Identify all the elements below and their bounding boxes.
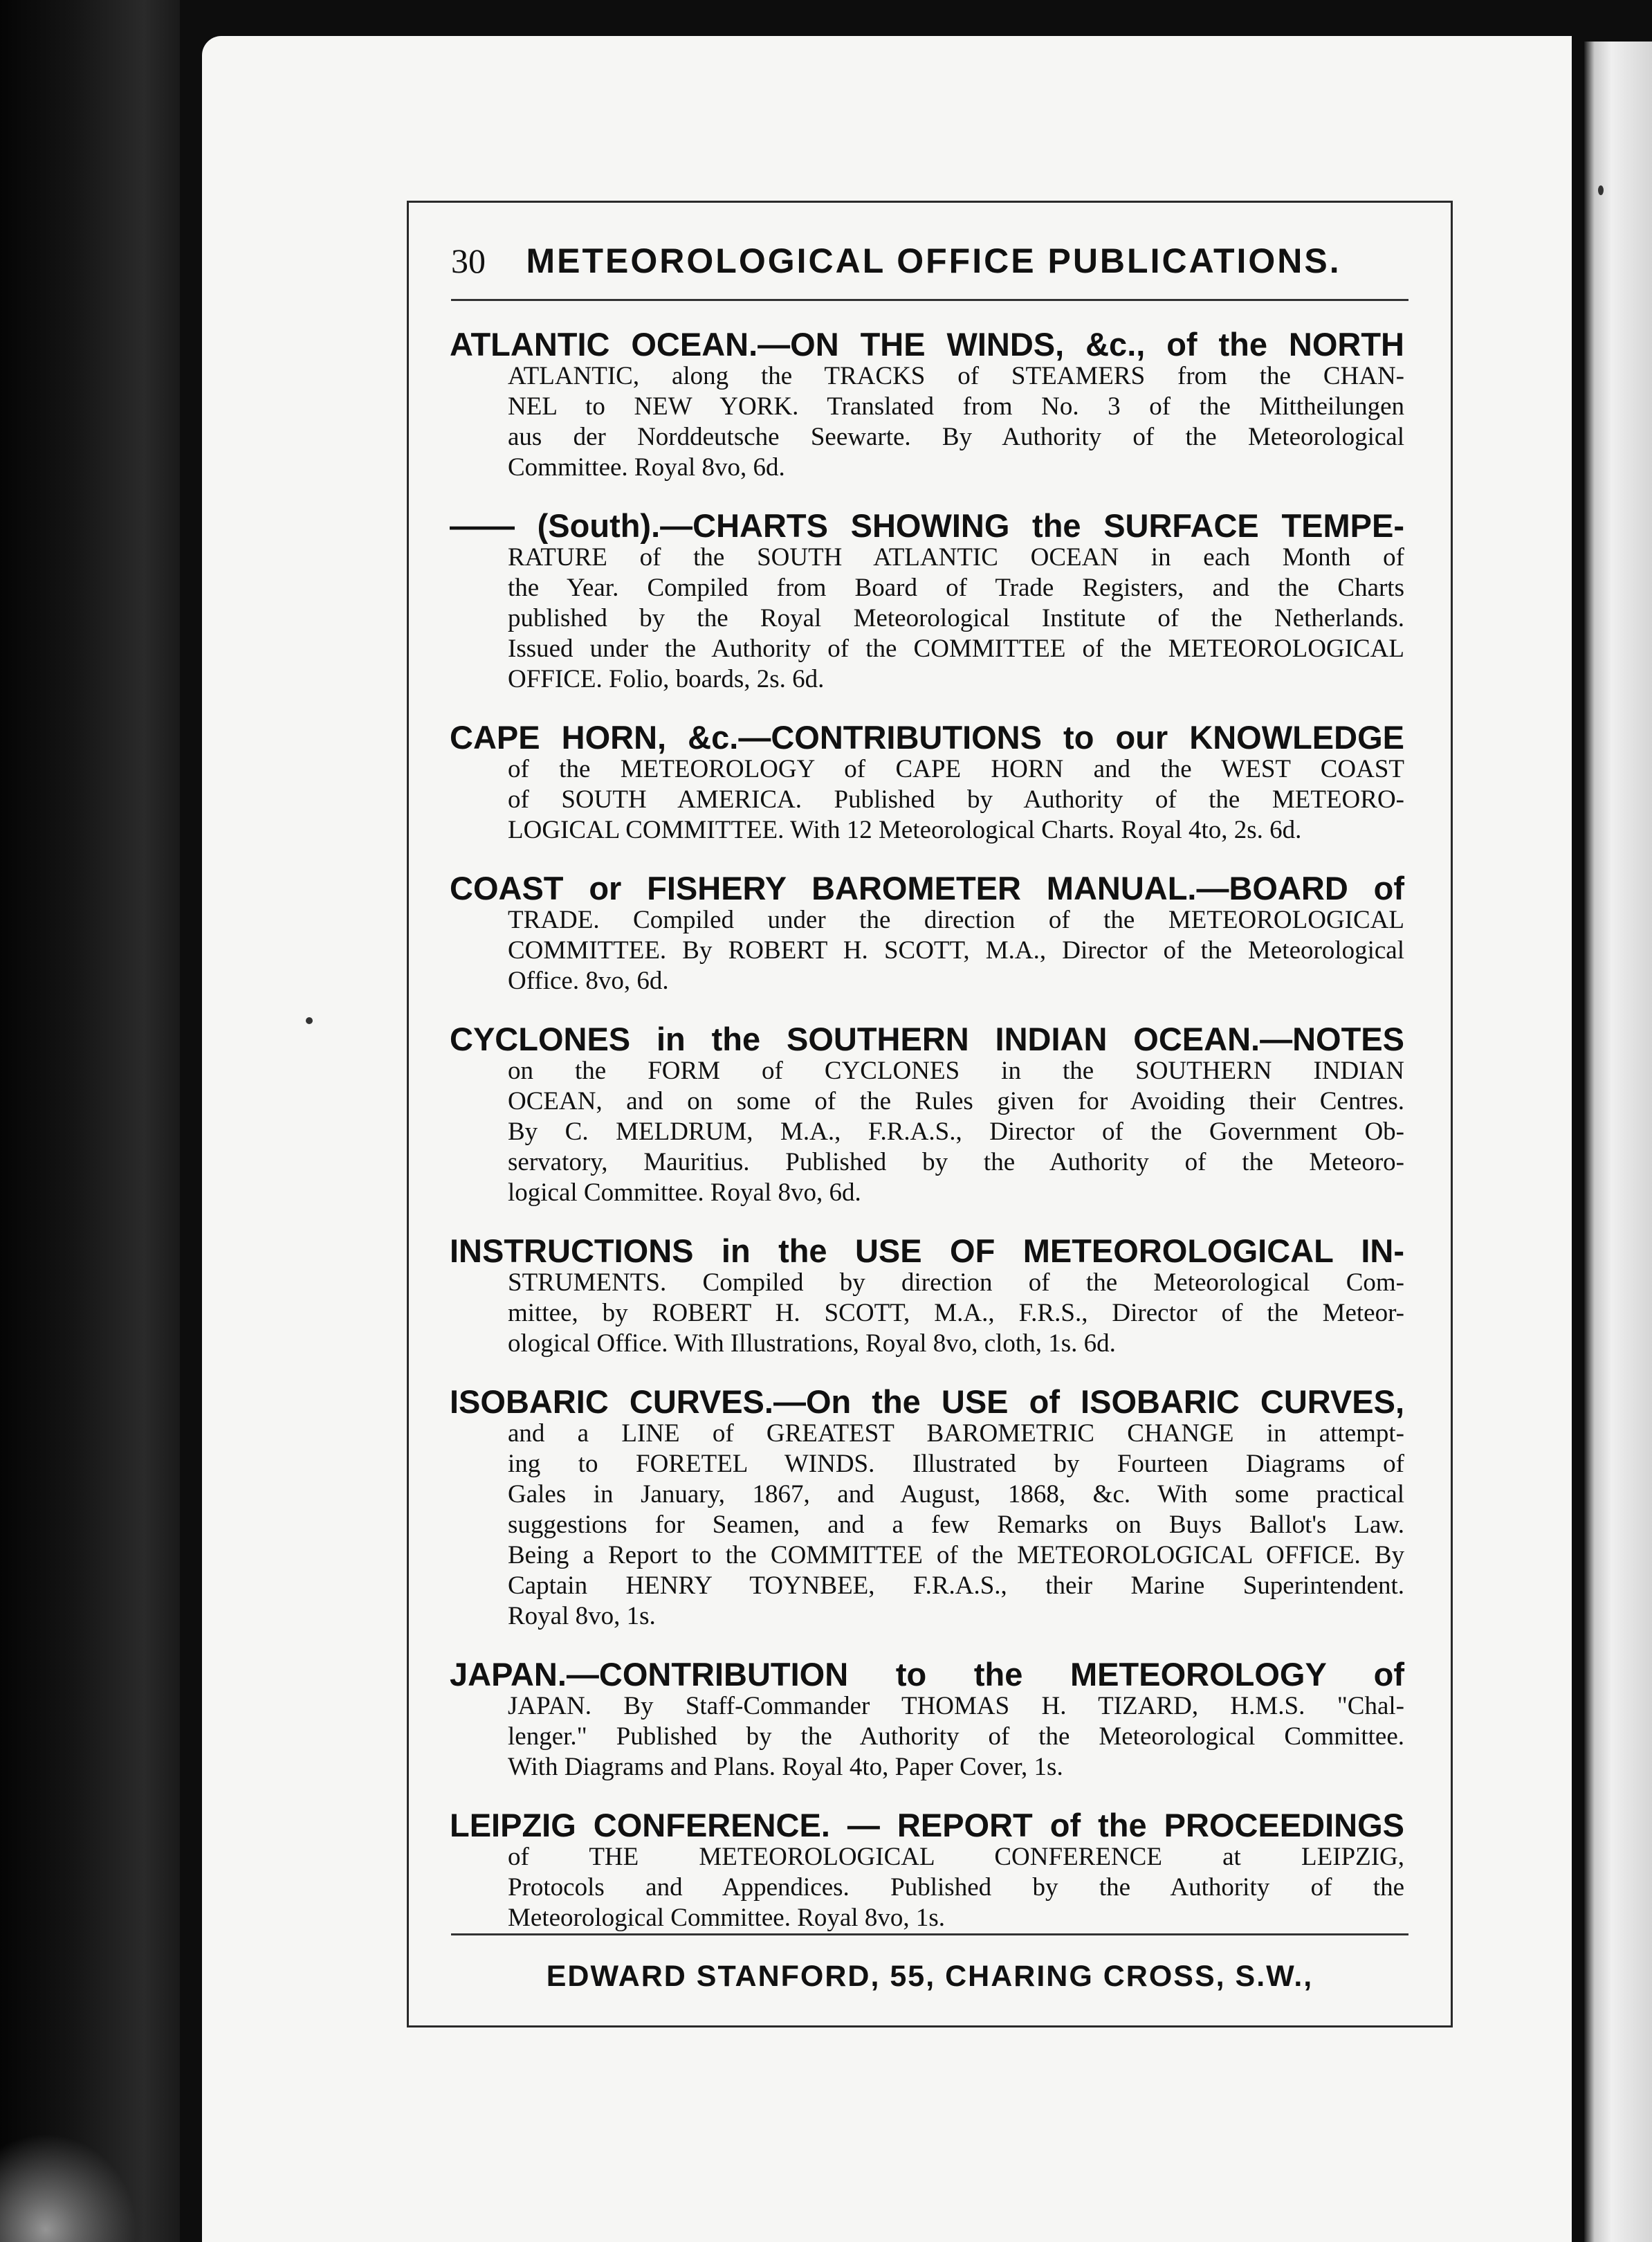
publication-entry xyxy=(450,872,1404,996)
entry-title-text: COAST or FISHERY BAROMETER MANUAL.—BOARD of xyxy=(450,870,1404,906)
entry-title-text: ATLANTIC OCEAN.—ON THE WINDS, &c., of the NORTH xyxy=(450,326,1404,363)
entry-description-line: Issued under the Authority of the COMMITTEE of the METEOROLOGICAL xyxy=(508,635,1404,663)
entry-description-line: OCEAN, and on some of the Rules given for Avoiding their Centres. xyxy=(508,1087,1404,1115)
running-header xyxy=(451,241,1440,282)
print-speck xyxy=(1598,185,1604,195)
entry-title xyxy=(450,1809,1404,1842)
entry-description-line: Royal 8vo, 1s. xyxy=(508,1602,656,1630)
entry-description-line: and a LINE of GREATEST BAROMETRIC CHANGE in attempt- xyxy=(508,1419,1404,1448)
entry-description-line: TRADE. Compiled under the direction of the METEOROLOGICAL xyxy=(508,906,1404,934)
entry-description-line: published by the Royal Meteorological Institute of the Netherlands. xyxy=(508,604,1404,632)
publication-entry xyxy=(450,328,1404,483)
entry-title-text: LEIPZIG CONFERENCE. — REPORT of the PROCEEDINGS xyxy=(450,1807,1404,1843)
entry-title xyxy=(450,721,1404,754)
publication-entry xyxy=(450,1023,1404,1208)
next-page-edge xyxy=(1584,42,1652,2242)
publication-entry xyxy=(450,509,1404,695)
entry-title xyxy=(450,328,1404,361)
entry-description-line: servatory, Mauritius. Published by the Authority of the Meteoro- xyxy=(508,1148,1404,1176)
entry-description-line: Gales in January, 1867, and August, 1868, &c. With some practical xyxy=(508,1480,1404,1509)
entry-description-line: Protocols and Appendices. Published by the Authority of the xyxy=(508,1873,1404,1902)
entry-description-line: of SOUTH AMERICA. Published by Authority of the METEORO- xyxy=(508,785,1404,814)
entry-title xyxy=(450,872,1404,905)
entry-description-line: JAPAN. By Staff-Commander THOMAS H. TIZARD, H.M.S. "Chal- xyxy=(508,1692,1404,1720)
entry-description-line: ological Office. With Illustrations, Royal 8vo, cloth, 1s. 6d. xyxy=(508,1329,1116,1358)
entry-title xyxy=(450,1234,1404,1268)
entry-title-text: —— (South).—CHARTS SHOWING the SURFACE TEMPE- xyxy=(450,507,1404,544)
publication-entry xyxy=(450,1809,1404,1933)
publisher-imprint: EDWARD STANFORD, 55, CHARING CROSS, S.W., xyxy=(546,1960,1314,1993)
publication-entry xyxy=(450,1385,1404,1632)
entry-description-line: COMMITTEE. By ROBERT H. SCOTT, M.A., Director of the Meteorological xyxy=(508,936,1404,965)
entry-description-line: By C. MELDRUM, M.A., F.R.A.S., Director of the Government Ob- xyxy=(508,1118,1404,1146)
publication-list xyxy=(450,328,1404,1960)
page-title: METEOROLOGICAL OFFICE PUBLICATIONS. xyxy=(526,241,1341,280)
entry-title xyxy=(450,1385,1404,1419)
entry-title-text: JAPAN.—CONTRIBUTION to the METEOROLOGY of xyxy=(450,1656,1404,1693)
page-number: 30 xyxy=(451,241,486,280)
entry-description-line: LOGICAL COMMITTEE. With 12 Meteorological Charts. Royal 4to, 2s. 6d. xyxy=(508,816,1302,844)
entry-description-line: the Year. Compiled from Board of Trade Registers, and the Charts xyxy=(508,574,1404,602)
entry-description-line: aus der Norddeutsche Seewarte. By Authority of the Meteorological xyxy=(508,423,1404,451)
entry-description-line: ing to FORETEL WINDS. Illustrated by Fourteen Diagrams of xyxy=(508,1450,1404,1478)
entry-description-line: lenger." Published by the Authority of the Meteorological Committee. xyxy=(508,1722,1404,1751)
footer-rule xyxy=(451,1933,1408,1935)
entry-description-line: With Diagrams and Plans. Royal 4to, Paper Cover, 1s. xyxy=(508,1753,1063,1781)
entry-title-text: CAPE HORN, &c.—CONTRIBUTIONS to our KNOWLEDGE xyxy=(450,719,1404,756)
entry-description-line: of THE METEOROLOGICAL CONFERENCE at LEIPZIG, xyxy=(508,1843,1404,1871)
entry-description-line: Captain HENRY TOYNBEE, F.R.A.S., their Marine Superintendent. xyxy=(508,1571,1404,1600)
entry-description-line: Being a Report to the COMMITTEE of the METEOROLOGICAL OFFICE. By xyxy=(508,1541,1404,1569)
entry-description-line: Office. 8vo, 6d. xyxy=(508,967,669,995)
paper-edge-fray xyxy=(0,2117,152,2242)
entry-description-line: RATURE of the SOUTH ATLANTIC OCEAN in each Month of xyxy=(508,543,1404,572)
entry-description-line: of the METEOROLOGY of CAPE HORN and the WEST COAST xyxy=(508,755,1404,783)
entry-title-text: INSTRUCTIONS in the USE OF METEOROLOGICAL IN- xyxy=(450,1232,1404,1269)
entry-description-line: STRUMENTS. Compiled by direction of the Meteorological Com- xyxy=(508,1268,1404,1297)
entry-description-line: ATLANTIC, along the TRACKS of STEAMERS from the CHAN- xyxy=(508,362,1404,390)
publication-entry xyxy=(450,721,1404,846)
entry-description-line: Meteorological Committee. Royal 8vo, 1s. xyxy=(508,1904,945,1932)
entry-description-line: Committee. Royal 8vo, 6d. xyxy=(508,453,785,482)
entry-description-line: on the FORM of CYCLONES in the SOUTHERN INDIAN xyxy=(508,1057,1404,1085)
publication-entry xyxy=(450,1658,1404,1783)
entry-description-line: NEL to NEW YORK. Translated from No. 3 of the Mittheilungen xyxy=(508,392,1404,421)
entry-title-text: CYCLONES in the SOUTHERN INDIAN OCEAN.—NOTES xyxy=(450,1021,1404,1057)
entry-title xyxy=(450,1023,1404,1056)
print-speck xyxy=(306,1017,313,1024)
entry-description-line: suggestions for Seamen, and a few Remarks on Buys Ballot's Law. xyxy=(508,1511,1404,1539)
entry-title xyxy=(450,509,1404,543)
header-rule xyxy=(451,299,1408,301)
entry-description-line: OFFICE. Folio, boards, 2s. 6d. xyxy=(508,665,825,693)
entry-description-line: logical Committee. Royal 8vo, 6d. xyxy=(508,1178,861,1207)
entry-description-line: mittee, by ROBERT H. SCOTT, M.A., F.R.S., Director of the Meteor- xyxy=(508,1299,1404,1327)
book-gutter-shadow xyxy=(0,0,180,2242)
entry-title-text: ISOBARIC CURVES.—On the USE of ISOBARIC CURVES, xyxy=(450,1383,1404,1420)
entry-title xyxy=(450,1658,1404,1691)
publication-entry xyxy=(450,1234,1404,1359)
